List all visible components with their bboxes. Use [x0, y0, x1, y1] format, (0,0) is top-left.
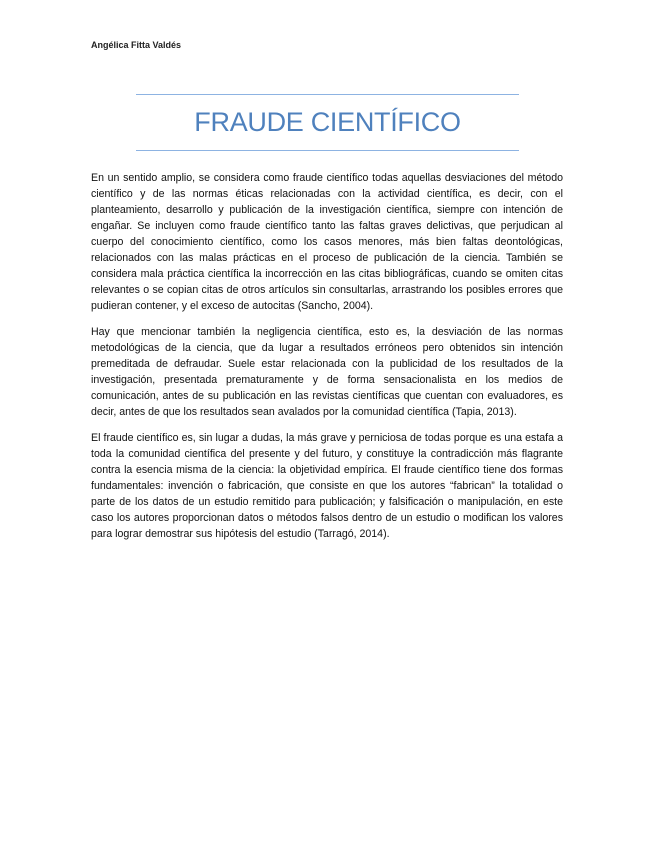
paragraph-1: En un sentido amplio, se considera como fraude científico todas aquellas desviaciones del método científico y de las normas éticas relacionadas con la actividad científica, es decir, con el planteamiento, desarrollo y publicación de la investigación científica, siempre con intención de engañar. Se incluyen como fraude científico tanto las faltas graves delictivas, que perjudican al cuerpo del conocimiento científico, como los casos menores, más bien faltas deontológicas, relacionados con las malas prácticas en el proceso de publicación de la ciencia. También se considera mala práctica científica la incorrección en las citas bibliográficas, cuando se omiten citas relevantes o se copian citas de otros artículos sin consultarlas, arrastrando los posibles errores que pudieran contener, y el exceso de autocitas (Sancho, 2004).: [91, 172, 563, 312]
paragraph-2: Hay que mencionar también la negligencia científica, esto es, la desviación de las normas metodológicas de la ciencia, que da lugar a resultados erróneos pero obtenidos sin intención premeditada de defraudar. Suele estar relacionada con la publicidad de los resultados de la investigación, presentada prematuramente y de forma sensacionalista en los medios de comunicación, antes de su publicación en las revistas científicas que cuentan con evaluadores, es decir, antes de que los resultados sean avalados por la comunidad científica (Tapia, 2013).: [91, 326, 563, 418]
document-body: [91, 170, 563, 552]
title-top-rule: [136, 94, 519, 95]
paragraph-3: El fraude científico es, sin lugar a dudas, la más grave y perniciosa de todas porque es una estafa a toda la comunidad científica del presente y del futuro, y constituye la contradicción más flagrante contra la esencia misma de la ciencia: la objetividad empírica. El fraude científico tiene dos formas fundamentales: invención o fabricación, que consiste en que los autores “fabrican” la totalidad o parte de los datos de un estudio remitido para publicación; y falsificación o manipulación, en este caso los autores proporcionan datos o métodos falsos dentro de un estudio o modifican los valores para lograr demostrar sus hipótesis del estudio (Tarragó, 2014).: [91, 432, 563, 540]
page-header-author: Angélica Fitta Valdés: [91, 40, 182, 50]
document-title: FRAUDE CIENTÍFICO: [194, 107, 461, 137]
title-block: [136, 94, 519, 152]
title-bottom-rule: [136, 150, 519, 151]
